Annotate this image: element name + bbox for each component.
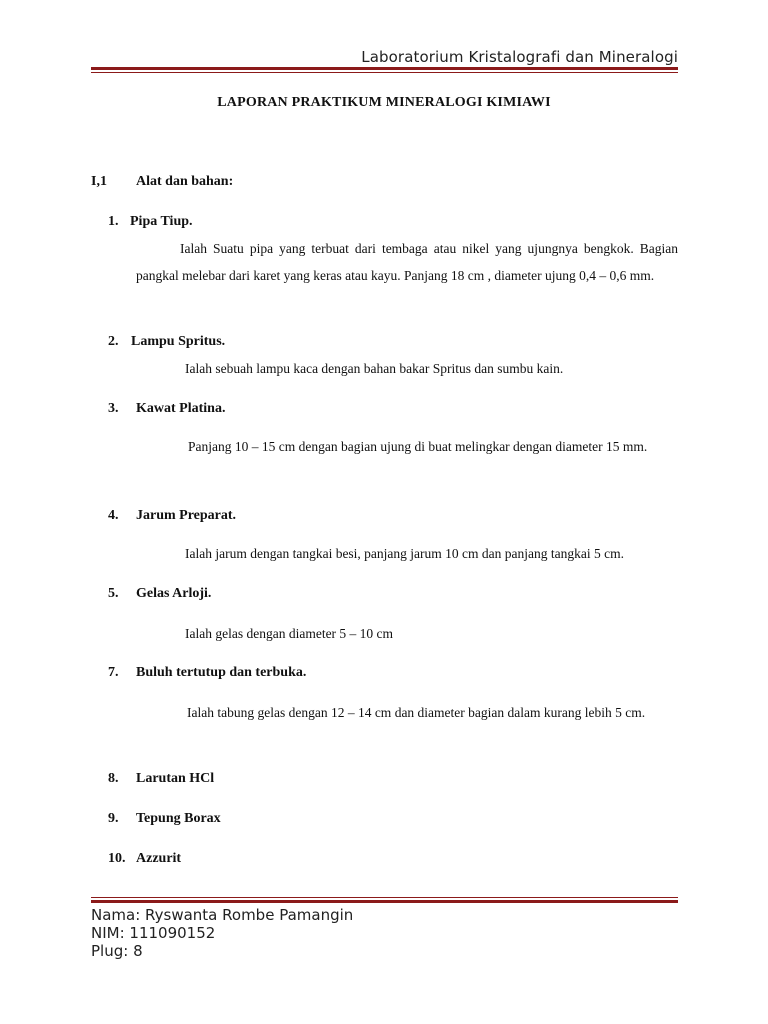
section-number: I,1 <box>91 174 107 189</box>
item-name: Jarum Preparat. <box>136 508 237 523</box>
item-number: 3. <box>108 401 119 416</box>
item-description: Ialah sebuah lampu kaca dengan bahan bakar Spritus dan sumbu kain. <box>185 361 564 376</box>
item-name: Kawat Platina. <box>136 401 226 416</box>
item-number: 5. <box>108 586 119 601</box>
item-number: 8. <box>108 771 119 786</box>
list-item-heading <box>108 401 225 417</box>
item-description <box>136 699 678 726</box>
document-title: LAPORAN PRAKTIKUM MINERALOGI KIMIAWI <box>217 95 551 110</box>
item-number: 7. <box>108 665 119 680</box>
item-description: Ialah jarum dengan tangkai besi, panjang jarum 10 cm dan panjang tangkai 5 cm. <box>185 546 624 561</box>
list-item-heading <box>108 771 214 787</box>
student-nim: NIM: 111090152 <box>91 924 216 942</box>
list-item-heading <box>108 665 306 681</box>
item-description-text: Ialah tabung gelas dengan 12 – 14 cm dan diameter bagian dalam kurang lebih 5 cm. <box>187 705 646 720</box>
student-plug: Plug: 8 <box>91 942 143 960</box>
item-number: 10. <box>108 851 126 866</box>
list-item-heading <box>108 214 193 230</box>
item-name: Tepung Borax <box>136 811 221 826</box>
student-name: Nama: Ryswanta Rombe Pamangin <box>91 906 354 924</box>
item-description: Ialah gelas dengan diameter 5 – 10 cm <box>185 626 394 641</box>
item-number: 9. <box>108 811 119 826</box>
item-number: 4. <box>108 508 119 523</box>
list-item-heading <box>108 508 236 524</box>
list-item-heading <box>108 811 221 827</box>
item-name: Buluh tertutup dan terbuka. <box>136 665 307 680</box>
item-name: Lampu Spritus. <box>131 334 226 349</box>
item-name: Larutan HCl <box>136 771 215 786</box>
section-heading <box>91 174 233 190</box>
item-description-text: Panjang 10 – 15 cm dengan bagian ujung di buat melingkar dengan diameter 15 mm. <box>188 439 648 454</box>
header-rule <box>91 67 678 73</box>
list-item-heading <box>108 586 211 602</box>
item-name: Pipa Tiup. <box>130 214 193 229</box>
item-name: Gelas Arloji. <box>136 586 212 601</box>
item-number: 1. <box>108 214 119 229</box>
item-name: Azzurit <box>136 851 182 866</box>
item-number: 2. <box>108 334 119 349</box>
footer-rule <box>91 897 678 903</box>
list-item-heading <box>108 334 225 350</box>
lab-name: Laboratorium Kristalografi dan Mineralogi <box>361 48 678 66</box>
section-title: Alat dan bahan: <box>136 174 234 189</box>
item-description-text: Ialah Suatu pipa yang terbuat dari tembaga atau nikel yang ujungnya bengkok. Bagian pangkal melebar dari karet yang keras atau kayu. Panjang 18 cm , diameter ujung 0,4 – 0,6 mm. <box>136 241 678 283</box>
item-description <box>136 235 678 289</box>
item-description <box>136 433 678 460</box>
list-item-heading <box>108 851 181 867</box>
student-info <box>91 906 353 960</box>
